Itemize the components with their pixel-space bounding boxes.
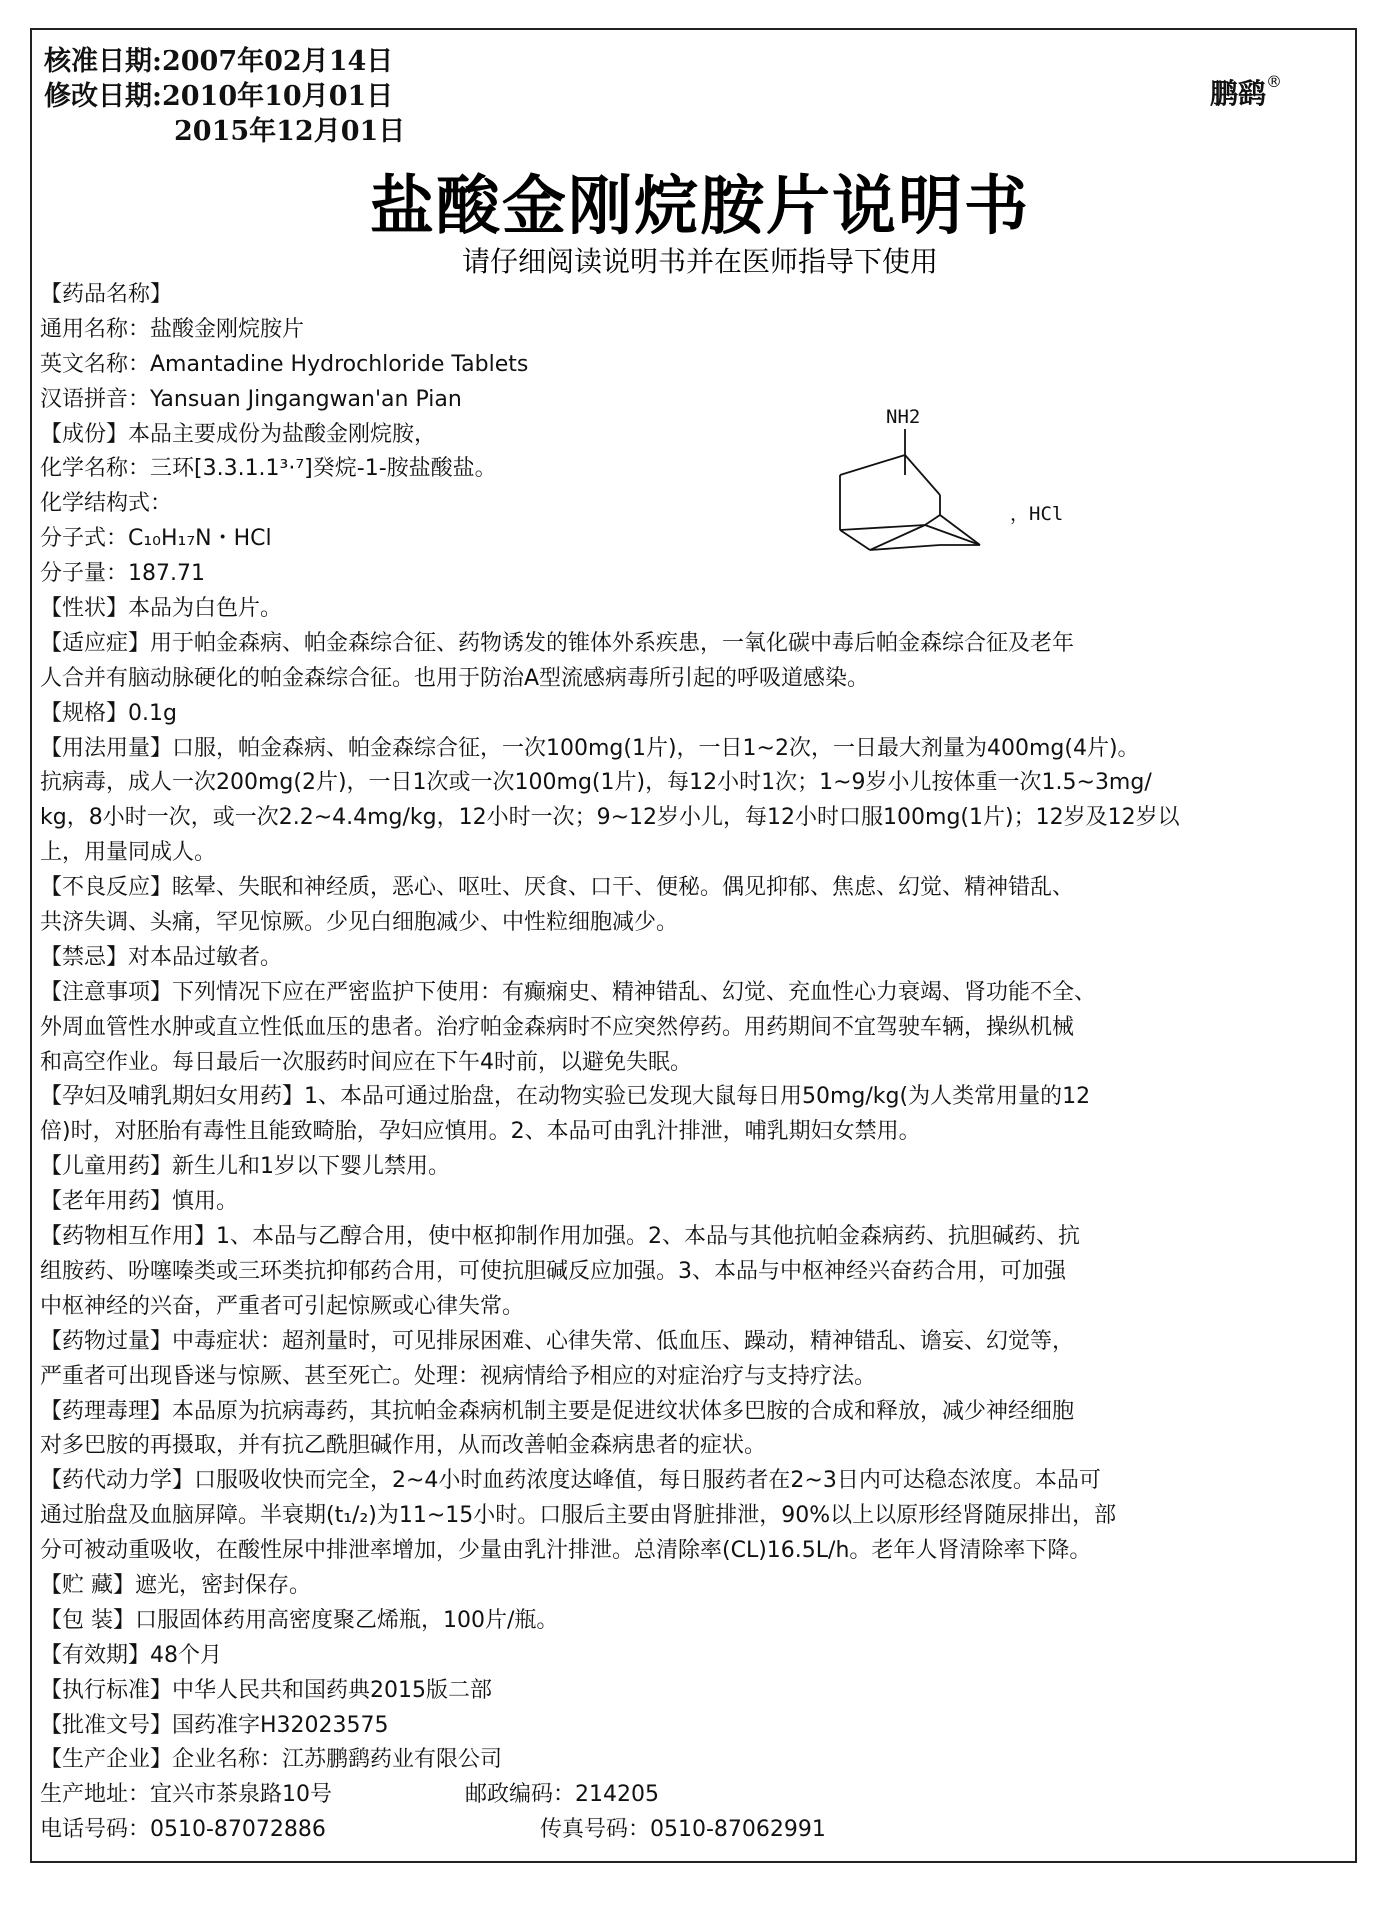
text-line: 共济失调、头痛，罕见惊厥。少见白细胞减少、中性粒细胞减少。 xyxy=(40,910,679,936)
text-line: 分子量：187.71 xyxy=(40,561,205,587)
address-line xyxy=(40,1778,1350,1813)
approval-date-label: 核准日期: xyxy=(44,46,162,77)
brand-name: 鹏鹞 xyxy=(1210,77,1267,110)
revision-date-label: 修改日期: xyxy=(44,81,162,112)
text-line: 【成份】本品主要成份为盐酸金刚烷胺， xyxy=(40,421,437,447)
text-line: 【禁忌】对本品过敏者。 xyxy=(40,944,283,970)
manufacturer-address: 生产地址：宜兴市茶泉路10号 xyxy=(40,1782,332,1808)
revision-date-row-2 xyxy=(44,114,405,149)
text-line: 【生产企业】企业名称：江苏鹏鹞药业有限公司 xyxy=(40,1747,503,1773)
approval-date: 2007年02月14日 xyxy=(161,46,394,77)
text-line: 【用法用量】口服，帕金森病、帕金森综合征，一次100mg(1片)，一日1~2次，一日最大剂量为400mg(4片)。 xyxy=(40,735,1140,761)
page-title: 盐酸金刚烷胺片说明书 xyxy=(370,170,1030,244)
text-line: 和高空作业。每日最后一次服药时间应在下午4时前，以避免失眠。 xyxy=(40,1049,692,1075)
text-line: 【孕妇及哺乳期妇女用药】1、本品可通过胎盘，在动物实验已发现大鼠每日用50mg/kg(为人类常用量的12 xyxy=(40,1084,1091,1110)
text-line: 【药品名称】 xyxy=(40,282,173,307)
text-line: 【药理毒理】本品原为抗病毒药，其抗帕金森病机制主要是促进纹状体多巴胺的合成和释放，减少神经细胞 xyxy=(40,1398,1075,1424)
text-line: 严重者可出现昏迷与惊厥、甚至死亡。处理：视病情给予相应的对症治疗与支持疗法。 xyxy=(40,1363,877,1389)
text-line: 通用名称：盐酸金刚烷胺片 xyxy=(40,316,305,342)
text-line: 人合并有脑动脉硬化的帕金森综合征。也用于防治A型流感病毒所引起的呼吸道感染。 xyxy=(40,665,870,691)
text-line: 化学名称：三环[3.3.1.1³·⁷]癸烷-1-胺盐酸盐。 xyxy=(40,456,497,482)
text-line: 【儿童用药】新生儿和1岁以下婴儿禁用。 xyxy=(40,1154,450,1180)
text-line: 【有效期】48个月 xyxy=(40,1642,222,1668)
text-line: 【药物相互作用】1、本品与乙醇合用，使中枢抑制作用加强。2、本品与其他抗帕金森病药、抗胆碱药、抗 xyxy=(40,1224,1080,1250)
fax-number: 传真号码：0510-87062991 xyxy=(540,1817,826,1843)
text-line: 分子式：C₁₀H₁₇N・HCl xyxy=(40,526,272,552)
revision-date-2: 2015年12月01日 xyxy=(174,116,406,147)
text-line: 化学结构式： xyxy=(40,491,173,517)
brand-logo xyxy=(1210,72,1282,112)
text-line: 【规格】0.1g xyxy=(40,700,177,726)
text-line: 【药代动力学】口服吸收快而完全，2~4小时血药浓度达峰值，每日服药者在2~3日内可达稳态浓度。本品可 xyxy=(40,1468,1101,1494)
page-subtitle: 请仔细阅读说明书并在医师指导下使用 xyxy=(461,245,938,278)
text-line: 外周血管性水肿或直立性低血压的患者。治疗帕金森病时不应突然停药。用药期间不宜驾驶车辆，操纵机械 xyxy=(40,1014,1075,1040)
revision-date-row xyxy=(44,79,405,114)
text-line: 对多巴胺的再摄取，并有抗乙酰胆碱作用，从而改善帕金森病患者的症状。 xyxy=(40,1433,767,1459)
document-body xyxy=(40,278,1350,1848)
amine-label: NH2 xyxy=(886,406,921,428)
text-line: 分可被动重吸收，在酸性尿中排泄率增加，少量由乳汁排泄。总清除率(CL)16.5L/h。老年人肾清除率下降。 xyxy=(40,1538,1092,1564)
text-line: 【贮 藏】遮光，密封保存。 xyxy=(40,1572,311,1598)
text-line: 【适应症】用于帕金森病、帕金森综合征、药物诱发的锥体外系疾患，一氧化碳中毒后帕金森综合征及老年 xyxy=(40,630,1075,656)
text-line: 通过胎盘及血脑屏障。半衰期(t₁/₂)为11~15小时。口服后主要由肾脏排泄，90%以上以原形经肾随尿排出，部 xyxy=(40,1503,1117,1529)
text-line: 英文名称：Amantadine Hydrochloride Tablets xyxy=(40,351,529,377)
phone-number: 电话号码：0510-87072886 xyxy=(40,1817,326,1843)
contact-line xyxy=(40,1813,1350,1848)
text-line: 【注意事项】下列情况下应在严密监护下使用：有癫痫史、精神错乱、幻觉、充血性心力衰竭、肾功能不全、 xyxy=(40,979,1097,1005)
text-line: 上，用量同成人。 xyxy=(40,840,217,866)
text-line: 抗病毒，成人一次200mg(2片)，一日1次或一次100mg(1片)，每12小时1次；1~9岁小儿按体重一次1.5~3mg/ xyxy=(40,770,1152,796)
hcl-label: ，HCl xyxy=(1010,503,1064,525)
text-line: 【不良反应】眩晕、失眠和神经质，恶心、呕吐、厌食、口干、便秘。偶见抑郁、焦虑、幻觉、精神错乱、 xyxy=(40,875,1075,901)
text-line: kg，8小时一次，或一次2.2~4.4mg/kg，12小时一次；9~12岁小儿，每12小时口服100mg(1片)；12岁及12岁以 xyxy=(40,805,1180,831)
postal-code: 邮政编码：214205 xyxy=(465,1782,659,1808)
text-line: 组胺药、吩噻嗪类或三环类抗抑郁药合用，可使抗胆碱反应加强。3、本品与中枢神经兴奋药合用，可加强 xyxy=(40,1258,1067,1284)
text-line: 倍)时，对胚胎有毒性且能致畸胎，孕妇应慎用。2、本品可由乳汁排泄，哺乳期妇女禁用。 xyxy=(40,1119,921,1145)
text-line: 中枢神经的兴奋，严重者可引起惊厥或心律失常。 xyxy=(40,1293,525,1319)
revision-date-1: 2010年10月01日 xyxy=(161,81,394,112)
text-line: 【药物过量】中毒症状：超剂量时，可见排尿困难、心律失常、低血压、躁动，精神错乱、谵妄、幻觉等， xyxy=(40,1328,1075,1354)
text-line: 汉语拼音：Yansuan Jingangwan'an Pian xyxy=(40,386,462,412)
text-line: 【性状】本品为白色片。 xyxy=(40,596,283,622)
registered-mark: ® xyxy=(1266,71,1283,91)
text-line: 【包 装】口服固体药用高密度聚乙烯瓶，100片/瓶。 xyxy=(40,1607,559,1633)
text-line: 【老年用药】慎用。 xyxy=(40,1189,239,1215)
text-line: 【批准文号】国药准字H32023575 xyxy=(40,1712,389,1738)
text-line: 【执行标准】中华人民共和国药典2015版二部 xyxy=(40,1677,492,1703)
date-block xyxy=(44,44,405,149)
approval-date-row xyxy=(44,44,405,79)
